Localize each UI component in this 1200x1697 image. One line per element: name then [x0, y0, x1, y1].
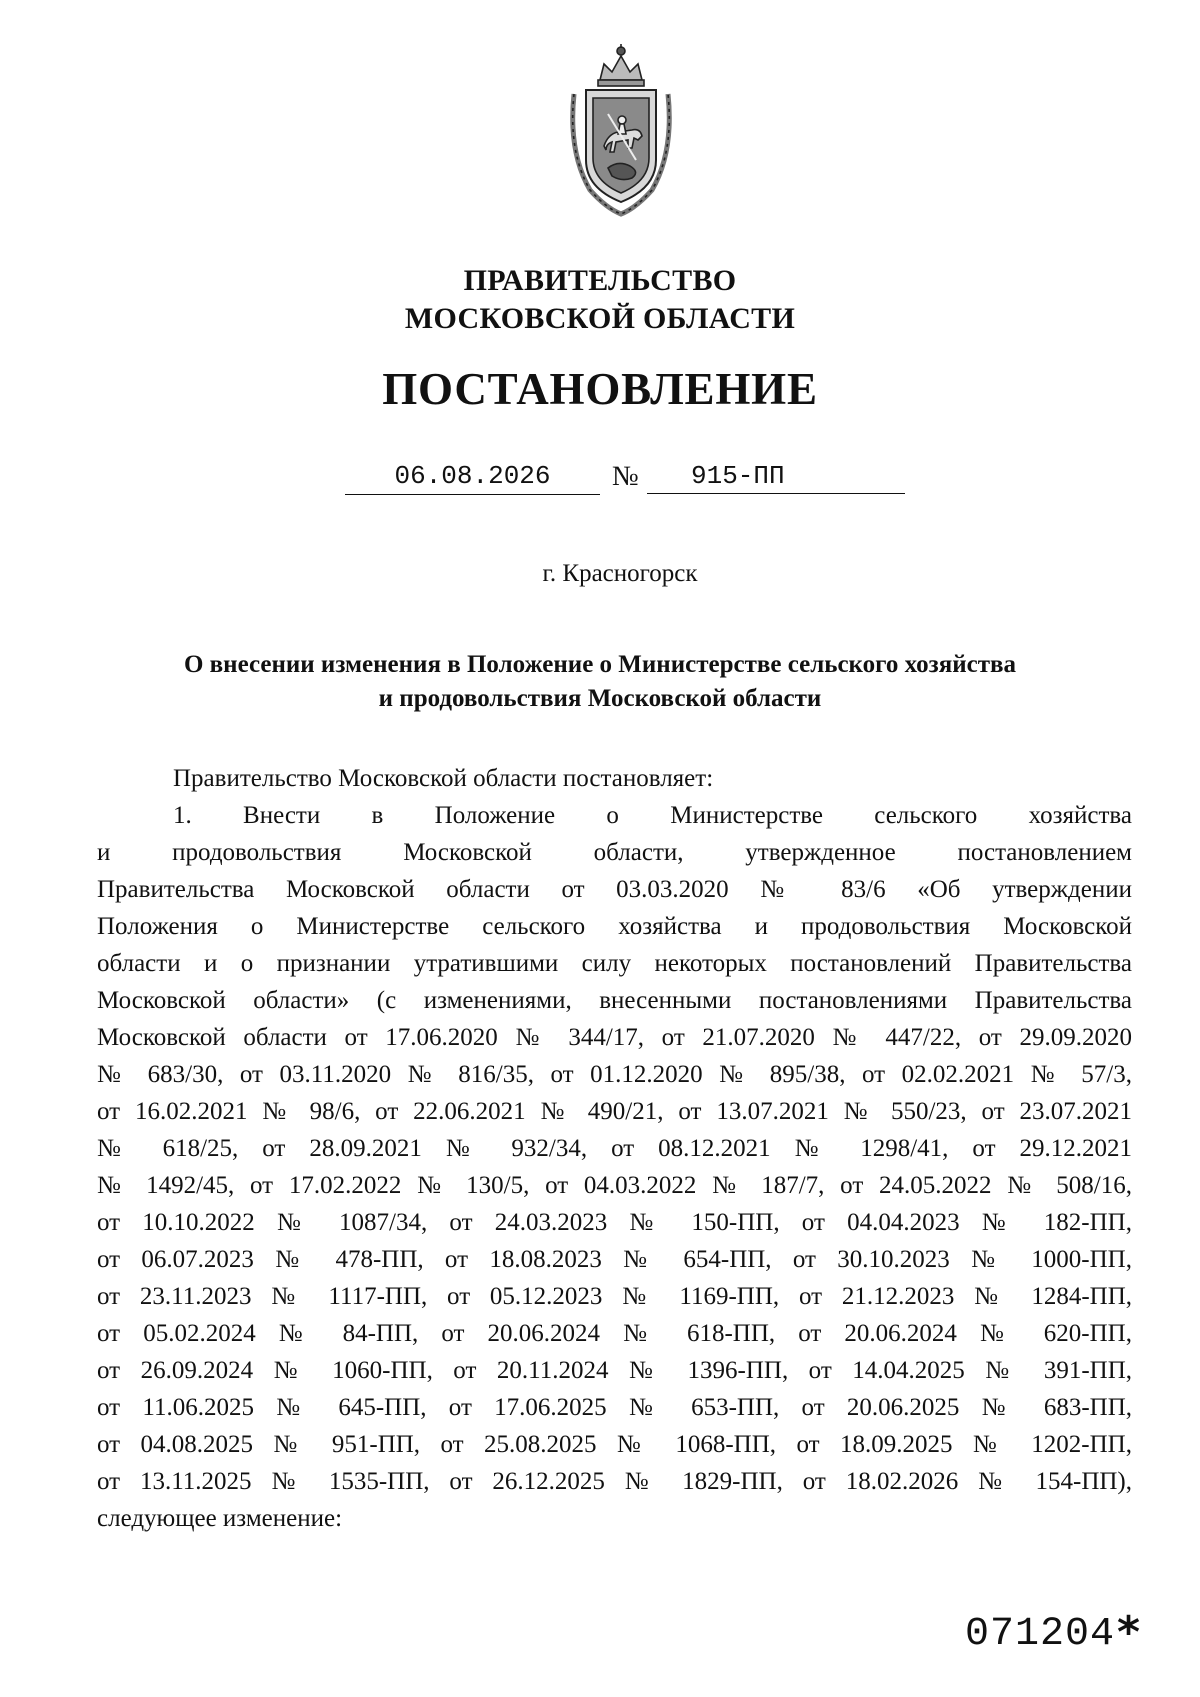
body-line: и продовольствия Московской области, утвержденное постановлением [97, 839, 1132, 866]
body-line: от 05.02.2024 № 84-ПП, от 20.06.2024 № 618-ПП, от 20.06.2024 № 620-ПП, [97, 1320, 1132, 1347]
body-line: области и о признании утратившими силу некоторых постановлений Правительства [97, 950, 1132, 977]
body-line: Правительство Московской области постановляет: [173, 765, 714, 792]
body-line: от 26.09.2024 № 1060-ПП, от 20.11.2024 № 1396-ПП, от 14.04.2025 № 391-ПП, [97, 1357, 1132, 1384]
document-title-line-1: О внесении изменения в Положение о Министерстве сельского хозяйства [183, 651, 1017, 678]
moscow-oblast-coat-of-arms-icon [560, 42, 682, 217]
body-line: Московской области» (с изменениями, внесенными постановлениями Правительства [97, 987, 1132, 1014]
body-line: Положения о Министерстве сельского хозяйства и продовольствия Московской [97, 913, 1132, 940]
body-line: от 10.10.2022 № 1087/34, от 24.03.2023 № 150-ПП, от 04.04.2023 № 182-ПП, [97, 1209, 1132, 1236]
body-line: № 618/25, от 28.09.2021 № 932/34, от 08.12.2021 № 1298/41, от 29.12.2021 [97, 1135, 1132, 1162]
document-city: г. Красногорск [542, 560, 698, 587]
body-line: от 23.11.2023 № 1117-ПП, от 05.12.2023 № 1169-ПП, от 21.12.2023 № 1284-ПП, [97, 1283, 1132, 1310]
body-line: № 683/30, от 03.11.2020 № 816/35, от 01.12.2020 № 895/38, от 02.02.2021 № 57/3, [97, 1061, 1132, 1088]
registration-stamp-number: 071204 [965, 1612, 1116, 1657]
document-title-line-2: и продовольствия Московской области [378, 685, 822, 712]
document-date: 06.08.2026 [345, 458, 600, 495]
body-line: от 13.11.2025 № 1535-ПП, от 26.12.2025 № 1829-ПП, от 18.02.2026 № 154-ПП), [97, 1468, 1132, 1495]
body-line: от 16.02.2021 № 98/6, от 22.06.2021 № 490/21, от 13.07.2021 № 550/23, от 23.07.2021 [97, 1098, 1132, 1125]
number-sign: № [612, 461, 639, 492]
body-line: от 06.07.2023 № 478-ПП, от 18.08.2023 № 654-ПП, от 30.10.2023 № 1000-ПП, [97, 1246, 1132, 1273]
document-number: 915-ПП [647, 458, 905, 494]
body-line: следующее изменение: [97, 1505, 343, 1532]
body-line: Московской области от 17.06.2020 № 344/17, от 21.07.2020 № 447/22, от 29.09.2020 [97, 1024, 1132, 1051]
body-line: № 1492/45, от 17.02.2022 № 130/5, от 04.03.2022 № 187/7, от 24.05.2022 № 508/16, [97, 1172, 1132, 1199]
body-line: от 04.08.2025 № 951-ПП, от 25.08.2025 № 1068-ПП, от 18.09.2025 № 1202-ПП, [97, 1431, 1132, 1458]
organization-name-line-1: ПРАВИТЕЛЬСТВО [463, 264, 737, 297]
body-line: от 11.06.2025 № 645-ПП, от 17.06.2025 № 653-ПП, от 20.06.2025 № 683-ПП, [97, 1394, 1132, 1421]
document-type-heading: ПОСТАНОВЛЕНИЕ [382, 364, 818, 414]
body-line: 1. Внести в Положение о Министерстве сельского хозяйства [173, 802, 1132, 829]
body-line: Правительства Московской области от 03.03.2020 № 83/6 «Об утверждении [97, 876, 1132, 903]
organization-name-line-2: МОСКОВСКОЙ ОБЛАСТИ [404, 302, 796, 335]
asterisk-mark-icon: * [1117, 1607, 1141, 1658]
document-body [97, 760, 1132, 1537]
